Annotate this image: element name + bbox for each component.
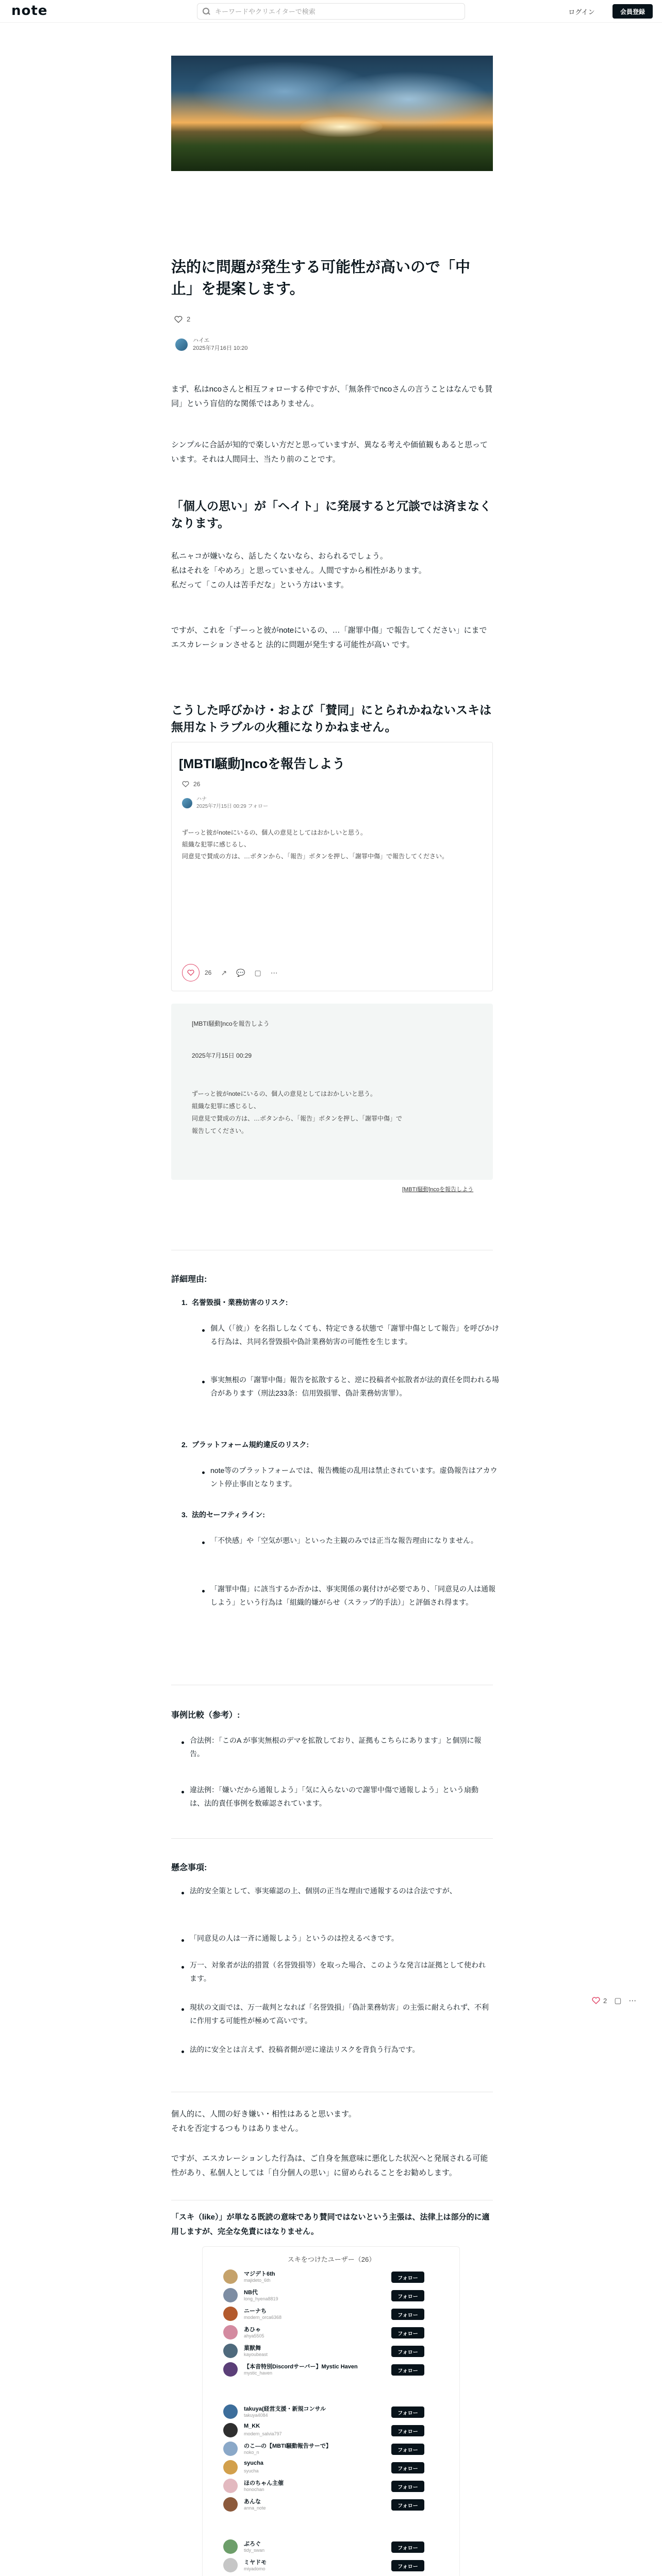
bullet: [181, 1791, 184, 1793]
list-item-title: 名誉毀損・業務妨害のリスク:: [192, 1298, 288, 1307]
avatar[interactable]: [223, 2497, 238, 2512]
list-item: 「謝罪中傷」に該当するか否かは、事実関係の裏付けが必要であり、「同意見の人は通報しよう」という行為は「組織的嫌がらせ（スラップ的手法）」と評価され得ます。: [210, 1585, 495, 1606]
article-like[interactable]: [174, 315, 190, 323]
liker-name[interactable]: あひゃ: [244, 2327, 261, 2333]
paragraph: ですが、これを「ずーっと彼がnoteにいるの、…「謝罪中傷」で報告してください」にまでエスカレーションさせると 法的に問題が発生する可能性が高い です。: [171, 626, 487, 649]
liker-id: mystic_haven: [244, 2370, 273, 2376]
article-title: 法的に問題が発生する可能性が高いので「中止」を提案します。: [171, 259, 471, 298]
follow-button[interactable]: フォロー: [391, 2481, 424, 2492]
list-item: 「同意見の人は一斉に通報しよう」というのは控えるべきです。: [190, 1934, 399, 1942]
avatar[interactable]: [223, 2404, 238, 2419]
follow-button[interactable]: フォロー: [391, 2290, 424, 2301]
more-icon[interactable]: ⋯: [628, 1996, 637, 2005]
liker-row[interactable]: [223, 2477, 440, 2495]
list-number: 3.: [181, 1511, 188, 1519]
follow-button[interactable]: フォロー: [391, 2444, 424, 2455]
divider: [171, 1838, 493, 1839]
search-box[interactable]: [197, 3, 465, 20]
liker-name[interactable]: マジデト6th: [244, 2271, 275, 2277]
list-item: 法的安全策として、事実確認の上、個別の正当な理由で通報するのは合法ですが、: [190, 1887, 457, 1895]
note-logo[interactable]: note: [11, 3, 48, 19]
bullet: [202, 1590, 205, 1592]
list-item-title: 法的セーフティライン:: [192, 1511, 265, 1519]
liker-name[interactable]: のこ---の【MBTI騒動報告サーで】: [244, 2443, 332, 2449]
like-count: 2: [187, 315, 191, 323]
liker-id: ahya5505: [244, 2333, 264, 2338]
liker-name[interactable]: ミヤドモ: [244, 2560, 267, 2566]
avatar[interactable]: [223, 2539, 238, 2554]
embed-body: [182, 827, 471, 862]
bullet: [181, 1892, 184, 1894]
bullet: [181, 1741, 184, 1744]
quote-line: 同意見で賛成の方は、…ボタンから、「報告」ボタンを押し、「謝罪中傷」で: [192, 1115, 403, 1122]
quote-line: 報告してください。: [192, 1127, 248, 1134]
paragraph: シンプルに合話が知的で楽しい方だと思っていますが、異なる考えや価値観もあると思っています。それは人間同士、当たり前のことです。: [171, 440, 488, 464]
list-item: 万一、対象者が法的措置（名誉毀損等）を取った場合、このような発言は証拠として使われます。: [190, 1961, 486, 1982]
list-item: note等のプラットフォームでは、報告機能の乱用は禁止されています。虚偽報告はアカウント停止事由となります。: [210, 1466, 498, 1488]
heart-icon: [592, 1997, 600, 2004]
avatar[interactable]: [223, 2558, 238, 2572]
list-item: 「不快感」や「空気が悪い」といった主観のみでは正当な報告理由になりません。: [210, 1536, 478, 1545]
paragraph: それを否定するつもりはありません。: [171, 2124, 303, 2133]
share-icon[interactable]: ↗: [221, 968, 227, 977]
follow-button[interactable]: フォロー: [391, 2462, 424, 2473]
liker-name[interactable]: M_KK: [244, 2423, 260, 2429]
list-item-title: プラットフォーム規約違反のリスク:: [192, 1440, 309, 1449]
bullet: [181, 1939, 184, 1942]
section-heading: 「個人の思い」が「ヘイト」に発展すると冗談では済まなくなります。: [171, 499, 491, 530]
embedded-note-card[interactable]: [171, 742, 493, 991]
embed-like[interactable]: [182, 781, 200, 788]
follow-button[interactable]: フォロー: [391, 2272, 424, 2283]
paragraph: 私だって「この人は苦手だな」という方はいます。: [171, 581, 349, 589]
floating-like[interactable]: [592, 1996, 636, 2005]
heart-icon: [187, 970, 194, 976]
search-icon: [203, 8, 210, 15]
list-item: 合法例：「このA が事実無根のデマを拡散しており、証拠もこちらにあります」と個別に報告。: [190, 1736, 482, 1758]
liker-name[interactable]: takuya(経営支援・新規コンサル: [244, 2406, 326, 2412]
liker-row[interactable]: [223, 2323, 440, 2342]
bullet: [181, 1966, 184, 1969]
likers-panel: [202, 2246, 460, 2576]
list-item: 法的に安全とは言えず、投稿者側が逆に違法リスクを背負う行為です。: [190, 2045, 420, 2054]
top-header: [0, 0, 662, 23]
login-button[interactable]: ログイン: [568, 8, 595, 16]
list-item: 違法例：「嫌いだから通報しよう」「気に入らないので謝罪中傷で通報しよう」という扇動は、法的責任事例を数確認されています。: [190, 1786, 478, 1807]
list-number: 2.: [181, 1440, 188, 1449]
heart-icon: [174, 316, 183, 323]
liker-id: miyadomo: [244, 2566, 266, 2571]
liker-id: honochan: [244, 2487, 264, 2492]
bullet: [202, 1471, 205, 1474]
avatar[interactable]: [223, 2423, 238, 2437]
author-block[interactable]: [175, 337, 247, 353]
follow-button[interactable]: フォロー: [391, 2560, 424, 2571]
like-button[interactable]: [182, 964, 200, 981]
floating-like-count: 2: [603, 1996, 607, 2005]
liker-name[interactable]: ニーナち: [244, 2308, 267, 2314]
liker-name[interactable]: 【本音特別Discordサーバー】Mystic Haven: [244, 2364, 358, 2370]
bookmark-icon[interactable]: ▢: [254, 968, 261, 977]
embed-line: 同意見で賛成の方は、…ボタンから、「報告」ボタンを押し、「謝罪中傷」で報告してください。: [182, 852, 449, 860]
liker-row[interactable]: [223, 2267, 440, 2286]
hero-image: [171, 56, 493, 171]
signup-button[interactable]: 会員登録: [613, 4, 653, 19]
embed-author[interactable]: [182, 796, 268, 810]
liker-row[interactable]: [223, 2304, 440, 2323]
paragraph: まず、私はncoさんと相互フォローする仲ですが、「無条件でncoさんの言うことはなんでも賛同」という盲信的な関係ではありません。: [171, 385, 493, 408]
paragraph: 私はそれを「やめろ」と思っていません。人間ですから相性があります。: [171, 566, 426, 575]
hero-sunset: [300, 116, 383, 137]
list-item: 現状の文面では、万一裁判となれば「名誉毀損」「偽計業務妨害」の主張に耐えられず、不利に作用する可能性が極めて高いです。: [190, 2003, 489, 2025]
liker-id: long_hyena8819: [244, 2296, 278, 2301]
paragraph: 「スキ（like）」が単なる既読の意味であり賛同ではないという主張は、法律上は部分的に適用しますが、完全な免責にはなりません。: [171, 2213, 490, 2236]
section-heading: 詳細理由:: [171, 1275, 207, 1284]
paragraph: ですが、エスカレーションした行為は、ご自身を無意味に悪化した状況へと発展される可能性があり、私個人としては「自分個人の思い」に留められることをお勧めします。: [171, 2154, 488, 2177]
section-heading: 事例比較（参考）:: [171, 1711, 240, 1720]
follow-button[interactable]: フォロー: [391, 2406, 424, 2418]
avatar[interactable]: [175, 338, 188, 351]
list-item: 事実無根の「謝罪中傷」報告を拡散すると、逆に投稿者や拡散者が法的責任を問われる場合があります（刑法233条：信用毀損罪、偽計業務妨害罪）。: [210, 1376, 499, 1397]
quote-date: 2025年7月15日 00:29: [192, 1052, 252, 1059]
avatar[interactable]: [182, 798, 192, 808]
avatar[interactable]: [223, 2307, 238, 2321]
avatar[interactable]: [223, 2344, 238, 2358]
share-icon[interactable]: ▢: [614, 1996, 622, 2005]
liker-name[interactable]: ぶろぐ: [244, 2541, 261, 2547]
avatar[interactable]: [223, 2288, 238, 2302]
avatar[interactable]: [223, 2479, 238, 2493]
follow-button[interactable]: フォロー: [391, 2364, 424, 2376]
quote-source-link[interactable]: [MBTI騒動]ncoを報告しよう: [402, 1187, 474, 1193]
liker-id: takuya4084: [244, 2413, 268, 2418]
post-date: 2025年7月16日 10:20: [193, 345, 248, 352]
follow-button[interactable]: フォロー: [391, 2499, 424, 2511]
avatar[interactable]: [223, 2460, 238, 2475]
follow-button[interactable]: フォロー: [391, 2346, 424, 2357]
embed-author-name[interactable]: ハナ: [196, 796, 207, 802]
liker-id: anna_note: [244, 2505, 266, 2511]
embed-date: 2025年7月15日 00:29 フォロー: [196, 804, 269, 809]
liker-id: modern_orca6368: [244, 2315, 282, 2320]
liker-name[interactable]: ほのちゃん主催: [244, 2480, 284, 2486]
liker-row[interactable]: [223, 2495, 440, 2514]
avatar[interactable]: [223, 2269, 238, 2284]
liker-row[interactable]: [223, 2537, 440, 2556]
follow-button[interactable]: フォロー: [391, 2541, 424, 2553]
section-heading: こうした呼びかけ・および「賛同」にとられかねないスキは無用なトラブルの火種になりかねません。: [171, 703, 491, 734]
search-input[interactable]: [214, 7, 461, 16]
embed-actions: [182, 964, 278, 981]
more-icon[interactable]: ⋯: [270, 968, 278, 977]
liker-row[interactable]: [223, 2360, 440, 2379]
liker-row[interactable]: [223, 2402, 440, 2421]
liker-name[interactable]: syucha: [244, 2460, 263, 2466]
bullet: [202, 1381, 205, 1383]
author-name[interactable]: ハイエ: [193, 337, 210, 344]
avatar[interactable]: [223, 2325, 238, 2340]
quote-line: 組織な犯罪に感じるし、: [192, 1103, 260, 1110]
list-item: 個人（「彼」）を名指ししなくても、特定できる状態で「謝罪中傷として報告」を呼びかける行為は、共同名誉毀損や偽計業務妨害の可能性を生じます。: [210, 1324, 499, 1346]
liker-id: tidy_swan: [244, 2548, 265, 2553]
liker-name[interactable]: 菓獣舞: [244, 2345, 261, 2351]
liker-name[interactable]: NB代: [244, 2290, 258, 2296]
liker-id: noko_n: [244, 2450, 259, 2455]
liker-id: modern_salvia797: [244, 2431, 282, 2436]
embed-line: 組織な犯罪に感じるし、: [182, 840, 251, 848]
follow-button[interactable]: フォロー: [391, 2425, 424, 2436]
quote-title: [MBTI騒動]ncoを報告しよう: [192, 1020, 270, 1027]
bullet: [202, 1329, 205, 1332]
likers-heading: スキをつけたユーザー（26）: [287, 2256, 376, 2263]
liker-row[interactable]: [223, 2342, 440, 2360]
paragraph: 個人的に、人間の好き嫌い・相性はあると思います。: [171, 2110, 356, 2119]
heart-icon: [182, 781, 189, 787]
section-heading: 懸念事項:: [171, 1863, 207, 1872]
bullet: [202, 1541, 205, 1544]
liker-id: syucha: [244, 2468, 259, 2473]
list-number: 1.: [181, 1298, 188, 1307]
liker-row[interactable]: [223, 2439, 440, 2458]
avatar[interactable]: [223, 2362, 238, 2377]
liker-id: kayoubeast: [244, 2352, 268, 2357]
embed-action-count: 26: [205, 969, 212, 976]
follow-button[interactable]: フォロー: [391, 2327, 424, 2338]
liker-row[interactable]: [223, 2286, 440, 2304]
paragraph: 私ニャコが嫌いなら、話したくないなら、おられるでしょう。: [171, 552, 388, 561]
bullet: [181, 2050, 184, 2053]
quote-block: [171, 1004, 493, 1180]
liker-name[interactable]: あんな: [244, 2499, 261, 2505]
embed-title[interactable]: [MBTI騒動]ncoを報告しよう: [179, 757, 345, 771]
bullet: [181, 2008, 184, 2011]
quote-line: ずーっと彼がnoteにいるの、個人の意見としてはおかしいと思う。: [192, 1090, 377, 1097]
embed-line: ずーっと彼がnoteにいるの、個人の意見としてはおかしいと思う。: [182, 829, 367, 836]
comment-icon[interactable]: 💬: [236, 968, 245, 977]
liker-row[interactable]: [223, 2458, 440, 2477]
liker-id: majideto_6th: [244, 2278, 271, 2283]
follow-button[interactable]: フォロー: [391, 2309, 424, 2320]
liker-row[interactable]: [223, 2556, 440, 2574]
embed-like-count: 26: [193, 781, 201, 788]
liker-row[interactable]: [223, 2421, 440, 2439]
avatar[interactable]: [223, 2442, 238, 2456]
